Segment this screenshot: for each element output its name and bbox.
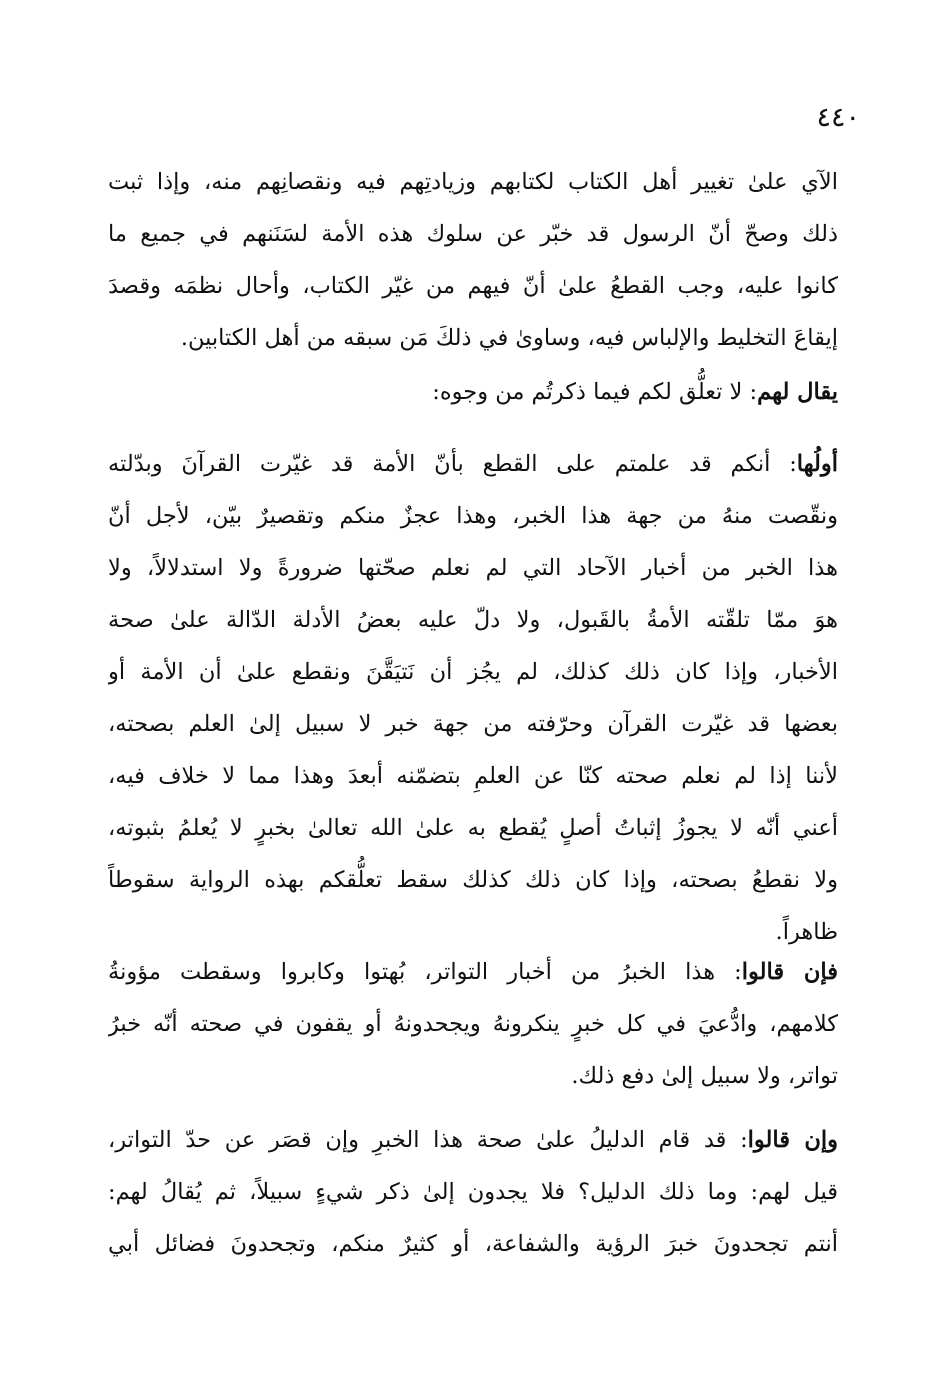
- text-line: هذا الخبر من أخبار الآحاد التي لم نعلم صحّتها ضرورةً ولا استدلالاً، ولا: [108, 555, 838, 581]
- page-number: ٤٤٠: [816, 102, 860, 133]
- text-line: بعضها قد غيّرت القرآن وحرّفته من جهة خبر لا سبيل إلىٰ العلم بصحته،: [108, 711, 838, 737]
- text-line: أنتم تجحدونَ خبرَ الرؤية والشفاعة، أو كثيرٌ منكم، وتجحدونَ فضائل أبي: [108, 1231, 838, 1257]
- text-line: ظاهراً.: [775, 919, 838, 945]
- text-line: الآي علىٰ تغيير أهل الكتاب لكتابهم وزيادتِهم فيه ونقصانِهم منه، وإذا ثبت: [108, 169, 838, 195]
- text-run: : قد قام الدليلُ علىٰ صحة هذا الخبرِ وإن قصَر عن حدّ التواتر،: [108, 1127, 748, 1153]
- paragraph-5: [108, 1114, 838, 1270]
- paragraph-3: [108, 438, 838, 958]
- paragraph-4: [108, 946, 838, 1102]
- text-line: ولا نقطعُ بصحته، وإذا كان ذلك كذلك سقط تعلُّقكم بهذه الرواية سقوطاً: [108, 867, 838, 893]
- text-line: كانوا عليه، وجب القطعُ علىٰ أنّ فيهم من غيّر الكتاب، وأحال نظمَه وقصدَ: [108, 273, 838, 299]
- text-run: : لا تعلُّق لكم فيما ذكرتُم من وجوه:: [432, 379, 758, 405]
- text-run: : هذا الخبرُ من أخبار التواتر، بُهتوا وكابروا وسقطت مؤونةُ: [108, 959, 742, 985]
- text-line: ذلك وصحّ أنّ الرسول قد خبّر عن سلوك هذه الأمة لسَنَنهم في جميع ما: [108, 221, 838, 247]
- paragraph-lead: فإن قالوا: [741, 959, 838, 985]
- text-line: لأننا إذا لم نعلم صحته كنّا عن العلمِ بتضمّنه أبعدَ وهذا مما لا خلاف فيه،: [108, 763, 838, 789]
- text-run: : أنكم قد علمتم على القطع بأنّ الأمة قد غيّرت القرآنَ وبدّلته: [108, 451, 797, 477]
- text-line: [108, 438, 838, 490]
- text-line: [108, 946, 838, 998]
- text-line: هوَ ممّا تلقّته الأمةُ بالقَبول، ولا دلّ عليه بعضُ الأدلة الدّالة علىٰ صحة: [108, 607, 838, 633]
- text-line: تواتر، ولا سبيل إلىٰ دفع ذلك.: [571, 1063, 838, 1089]
- paragraph-lead: يقال لهم: [757, 379, 838, 405]
- text-line: [108, 366, 838, 418]
- text-line: كلامهم، وادُّعيَ في كل خبرٍ ينكرونهُ ويجحدونهُ أو يقفون في صحته أنّه خبرُ: [108, 1011, 838, 1037]
- paragraph-2: [108, 366, 838, 418]
- text-line: قيل لهم: وما ذلك الدليل؟ فلا يجدون إلىٰ ذكر شيءٍ سبيلاً، ثم يُقالُ لهم:: [108, 1179, 838, 1205]
- paragraph-lead: وإن قالوا: [747, 1127, 838, 1153]
- paragraph-1: [108, 156, 838, 364]
- text-line: ونقّصت منهُ من جهة هذا الخبر، وهذا عجزٌ منكم وتقصيرٌ بيّن، لأجل أنّ: [108, 503, 838, 529]
- text-line: الأخبار، وإذا كان ذلك كذلك، لم يجُز أن نَتيَقَّنَ ونقطع علىٰ أن الأمة أو: [108, 659, 838, 685]
- text-line: [108, 1114, 838, 1166]
- text-line: أعني أنّه لا يجوزُ إثباتُ أصلٍ يُقطع به علىٰ الله تعالىٰ بخبرٍ لا يُعلمُ بثبوته،: [108, 815, 838, 841]
- text-line: إيقاعَ التخليط والإلباس فيه، وساوىٰ في ذلكَ مَن سبقه من أهل الكتابين.: [180, 325, 838, 351]
- paragraph-lead: أولُها: [796, 451, 838, 477]
